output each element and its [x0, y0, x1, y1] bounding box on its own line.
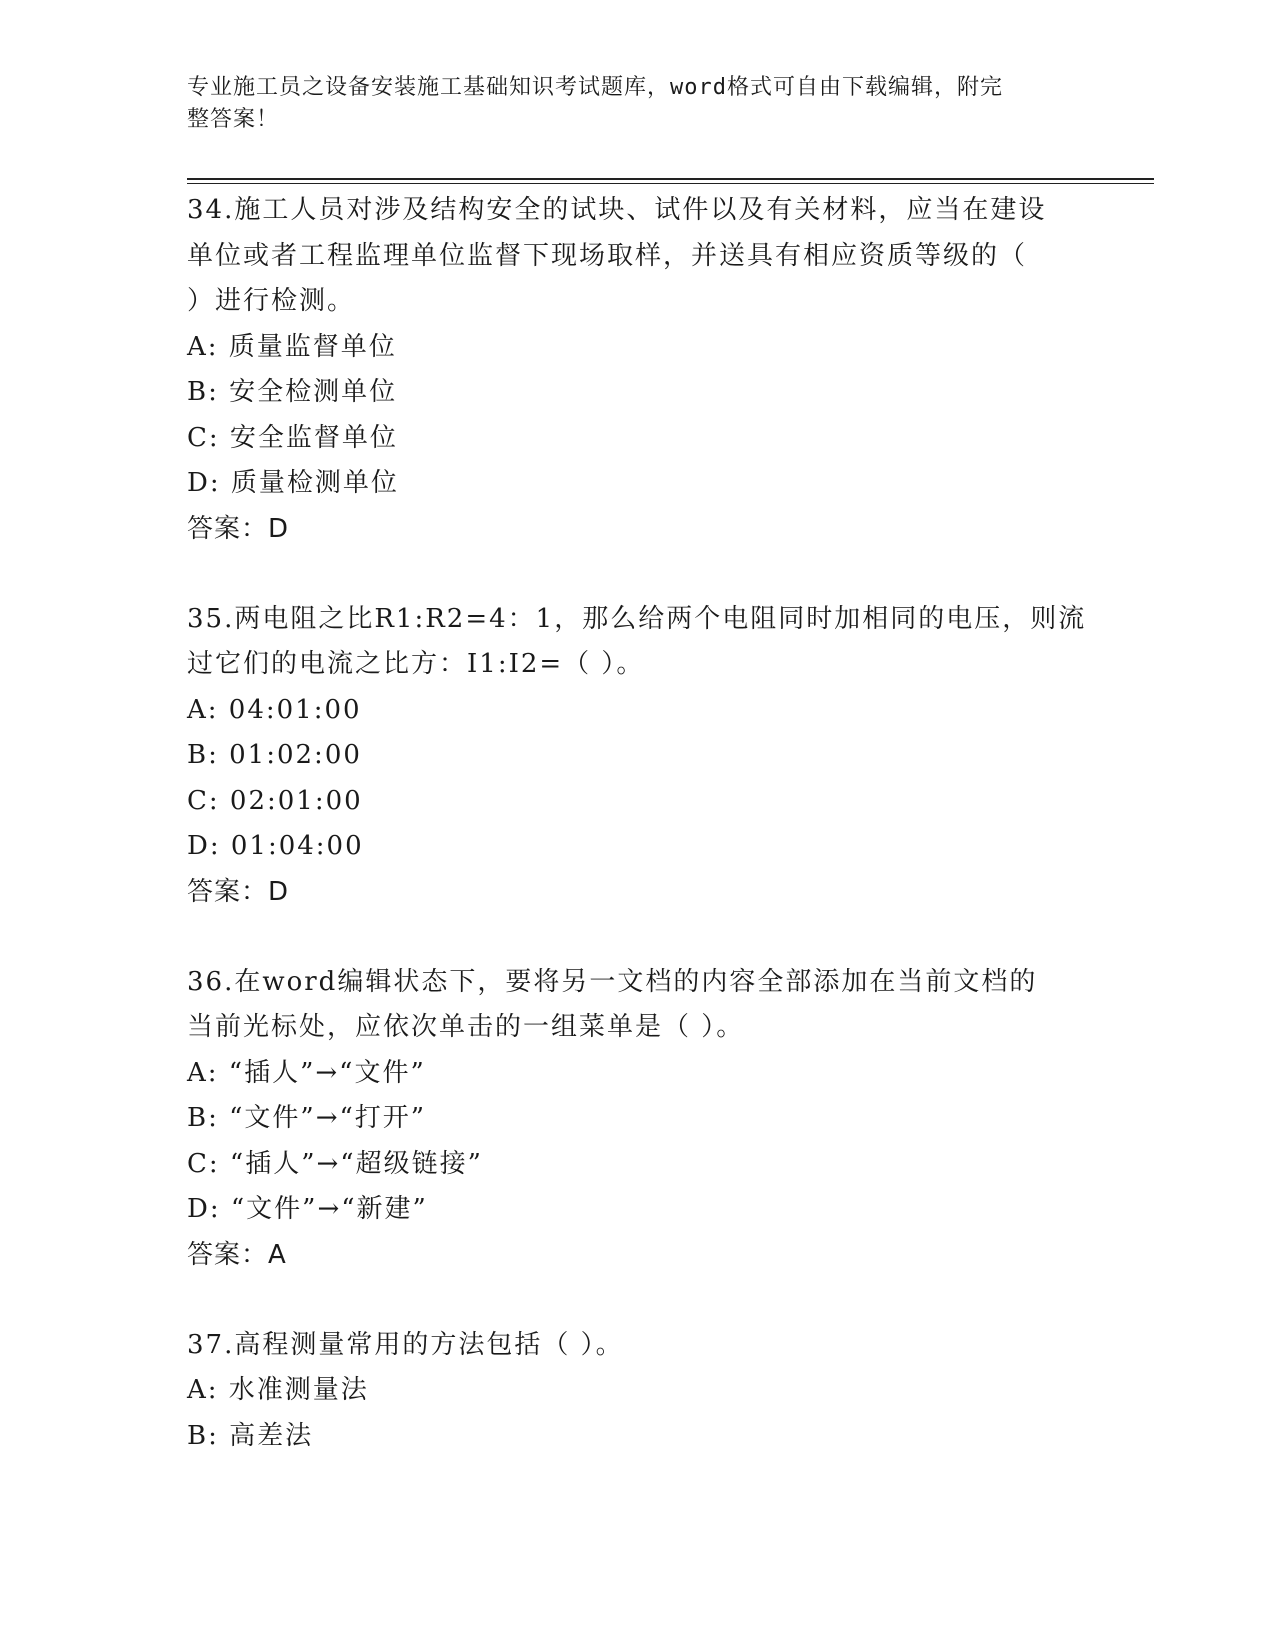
- question-list: [187, 188, 1087, 1504]
- answer-line: 答案：D: [187, 876, 290, 907]
- option-b: B: “文件”→“打开”: [187, 1103, 427, 1133]
- option-a: A: 水准测量法: [187, 1375, 369, 1405]
- question-34: [187, 188, 1087, 552]
- header-line: 专业施工员之设备安装施工基础知识考试题库，word格式可自由下载编辑，附完: [187, 75, 1003, 100]
- header-divider: [187, 178, 1154, 180]
- question-stem-line: 当前光标处，应依次单击的一组菜单是（ ）。: [187, 1012, 745, 1042]
- option-b: B: 01:02:00: [187, 740, 362, 770]
- answer-line: 答案：A: [187, 1239, 287, 1270]
- document-header: [187, 72, 1087, 136]
- question-stem-line: 34.施工人员对涉及结构安全的试块、试件以及有关材料，应当在建设: [187, 195, 1047, 225]
- option-a: A: 质量监督单位: [187, 331, 397, 362]
- header-line: 整答案！: [187, 107, 280, 132]
- option-c: C: “插人”→“超级链接”: [187, 1148, 483, 1179]
- question-stem-line: 36.在word编辑状态下，要将另一文档的内容全部添加在当前文档的: [187, 966, 1038, 997]
- option-d: D: “文件”→“新建”: [187, 1194, 428, 1224]
- question-36: [187, 960, 1087, 1278]
- header-divider-thin: [187, 183, 1154, 184]
- option-d: D: 质量检测单位: [187, 468, 399, 498]
- question-stem-line: 35.两电阻之比R1:R2=4：1，那么给两个电阻同时加相同的电压，则流: [187, 603, 1087, 634]
- option-b: B: 安全检测单位: [187, 377, 398, 407]
- option-a: A: “插人”→“文件”: [187, 1057, 426, 1088]
- option-b: B: 高差法: [187, 1420, 314, 1451]
- question-35: [187, 597, 1087, 915]
- question-stem-line: 过它们的电流之比方：I1:I2=（ ）。: [187, 649, 645, 679]
- option-c: C: 02:01:00: [187, 785, 363, 816]
- option-a: A: 04:01:00: [187, 694, 362, 725]
- question-37: [187, 1323, 1087, 1460]
- answer-line: 答案：D: [187, 513, 290, 544]
- question-stem-line: 单位或者工程监理单位监督下现场取样，并送具有相应资质等级的（: [187, 240, 1028, 271]
- option-c: C: 安全监督单位: [187, 422, 398, 453]
- question-stem-line: ）进行检测。: [187, 286, 356, 316]
- question-stem-line: 37.高程测量常用的方法包括（ ）。: [187, 1329, 624, 1360]
- option-d: D: 01:04:00: [187, 831, 364, 861]
